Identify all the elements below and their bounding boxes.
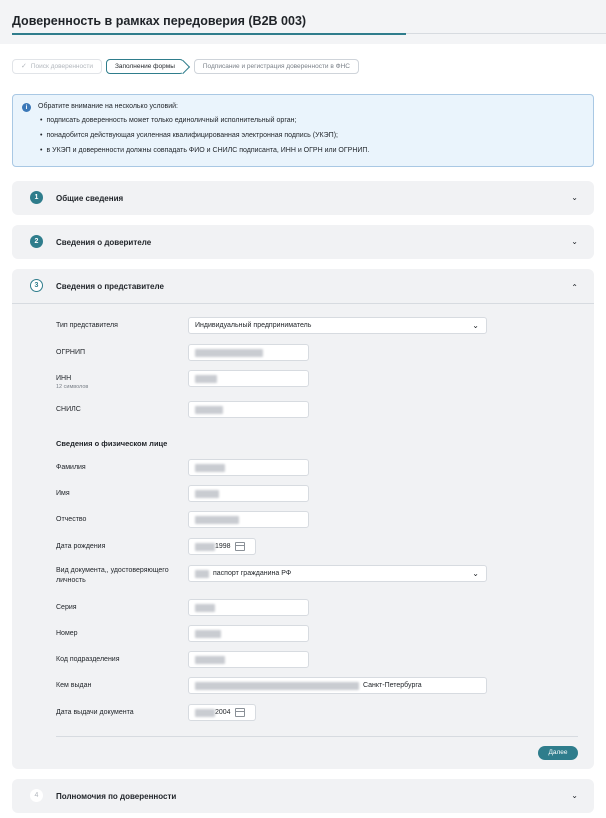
inn-input[interactable] bbox=[188, 370, 309, 387]
info-icon: i bbox=[22, 103, 31, 112]
redacted-value bbox=[195, 604, 215, 612]
field-label: Дата выдачи документа bbox=[56, 709, 134, 716]
redacted-value bbox=[195, 349, 263, 357]
snils-input[interactable] bbox=[188, 401, 309, 418]
field-label: Дата рождения bbox=[56, 543, 106, 550]
chevron-down-icon: ⌄ bbox=[472, 569, 479, 578]
field-label: Номер bbox=[56, 630, 78, 637]
series-input[interactable] bbox=[188, 599, 309, 616]
redacted-value bbox=[195, 682, 359, 690]
step-label: Поиск доверенности bbox=[30, 62, 93, 70]
field-label: Код подразделения bbox=[56, 656, 120, 663]
chevron-down-icon[interactable]: ⌄ bbox=[571, 193, 578, 202]
section-title: Полномочия по доверенности bbox=[56, 791, 177, 801]
field-label: Вид документа,, удостоверяющего личность bbox=[56, 567, 169, 584]
step-label: Заполнение формы bbox=[114, 62, 175, 70]
redacted-value bbox=[195, 570, 209, 578]
section-title: Сведения о доверителе bbox=[56, 237, 152, 247]
step-label: Подписание и регистрация доверенности в ФНС bbox=[202, 62, 350, 70]
inn-label: ИНН bbox=[56, 375, 72, 382]
redacted-value bbox=[195, 464, 225, 472]
doc-type-select[interactable] bbox=[188, 565, 487, 582]
redacted-value bbox=[195, 543, 215, 551]
calendar-icon[interactable] bbox=[235, 708, 245, 717]
division-code-input[interactable] bbox=[188, 651, 309, 668]
page-header bbox=[0, 0, 606, 44]
page-title: Доверенность в рамках передоверия (B2B 003) bbox=[12, 14, 307, 28]
section-title: Сведения о представителе bbox=[56, 281, 164, 291]
issue-date-value: 2004 bbox=[215, 709, 231, 716]
section-header[interactable] bbox=[12, 181, 594, 215]
issued-by-input[interactable] bbox=[188, 677, 487, 694]
notice-item: • в УКЭП и доверенности должны совпадать ФИО и СНИЛС подписанта, ИНН и ОГРН или ОГРНИП. bbox=[40, 147, 583, 162]
step-fill-form[interactable] bbox=[106, 59, 184, 74]
section-header[interactable] bbox=[12, 779, 594, 813]
notice-item: • подписать доверенность может только единоличный исполнительный орган; bbox=[40, 117, 583, 132]
field-label: Кем выдан bbox=[56, 682, 92, 689]
redacted-value bbox=[195, 516, 239, 524]
next-button[interactable]: Далее bbox=[538, 746, 578, 760]
field-label: СНИЛС bbox=[56, 406, 81, 413]
redacted-value bbox=[195, 490, 219, 498]
stepper-progress bbox=[12, 33, 406, 35]
step-number: 2 bbox=[30, 235, 43, 248]
section-title: Общие сведения bbox=[56, 193, 124, 203]
issue-date-input[interactable] bbox=[188, 704, 256, 721]
field-label: Отчество bbox=[56, 516, 87, 523]
field-label: Тип представителя bbox=[56, 322, 118, 329]
patronymic-input[interactable] bbox=[188, 511, 309, 528]
redacted-value bbox=[195, 630, 221, 638]
chevron-down-icon[interactable]: ⌄ bbox=[571, 237, 578, 246]
field-label: Фамилия bbox=[56, 464, 86, 471]
step-search[interactable] bbox=[12, 59, 102, 74]
step-number: 4 bbox=[30, 789, 43, 802]
notice-heading: Обратите внимание на несколько условий: bbox=[38, 103, 178, 110]
section-powers[interactable] bbox=[12, 779, 594, 813]
stepper-track bbox=[406, 33, 606, 34]
notice-item: • понадобится действующая усиленная квалифицированная электронная подпись (УКЭП); bbox=[40, 132, 583, 147]
birth-date-value: 1998 bbox=[215, 543, 231, 550]
notice-box bbox=[12, 94, 594, 167]
step-sign-register[interactable] bbox=[194, 59, 359, 74]
wizard-stepper bbox=[0, 44, 606, 78]
chevron-down-icon: ⌄ bbox=[472, 321, 479, 330]
name-input[interactable] bbox=[188, 485, 309, 502]
redacted-value bbox=[195, 406, 223, 414]
select-value: Индивидуальный предприниматель bbox=[195, 322, 312, 329]
issued-by-value: Санкт-Петербурга bbox=[363, 682, 422, 689]
section-body bbox=[12, 303, 594, 785]
field-label: Имя bbox=[56, 490, 70, 497]
field-label: Серия bbox=[56, 604, 77, 611]
redacted-value bbox=[195, 709, 215, 717]
section-header[interactable] bbox=[12, 225, 594, 259]
check-icon: ✓ bbox=[21, 63, 27, 70]
field-label: ОГРНИП bbox=[56, 349, 86, 356]
step-number: 3 bbox=[30, 279, 43, 292]
number-input[interactable] bbox=[188, 625, 309, 642]
redacted-value bbox=[195, 375, 217, 383]
redacted-value bbox=[195, 656, 225, 664]
inn-hint: 12 символов bbox=[56, 384, 89, 390]
chevron-up-icon[interactable]: ⌃ bbox=[571, 283, 578, 292]
section-general[interactable] bbox=[12, 181, 594, 215]
field-label bbox=[56, 375, 88, 390]
section-representative bbox=[12, 269, 594, 769]
person-heading: Сведения о физическом лице bbox=[56, 439, 168, 448]
surname-input[interactable] bbox=[188, 459, 309, 476]
rep-type-select[interactable] bbox=[188, 317, 487, 334]
ogrnip-input[interactable] bbox=[188, 344, 309, 361]
calendar-icon[interactable] bbox=[235, 542, 245, 551]
section-header[interactable] bbox=[12, 269, 594, 303]
chevron-down-icon[interactable]: ⌄ bbox=[571, 791, 578, 800]
form-divider bbox=[56, 736, 578, 737]
step-number: 1 bbox=[30, 191, 43, 204]
birth-date-input[interactable] bbox=[188, 538, 256, 555]
select-value: паспорт гражданина РФ bbox=[213, 570, 292, 577]
section-principal[interactable] bbox=[12, 225, 594, 259]
